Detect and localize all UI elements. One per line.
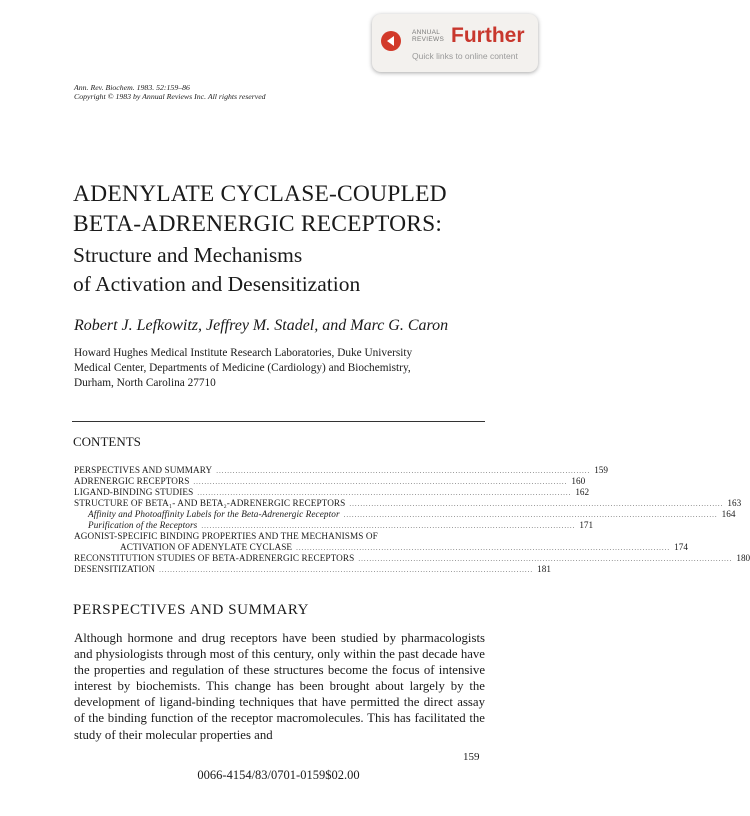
toc-label: PERSPECTIVES AND SUMMARY: [74, 465, 213, 475]
badge-publisher: ANNUAL REVIEWS: [412, 29, 445, 43]
article-title: [73, 180, 513, 239]
toc-label: STRUCTURE OF BETA₁- AND BETA₂-ADRENERGIC RECEPTORS: [74, 498, 346, 508]
affiliation-line-1: Howard Hughes Medical Institute Research Laboratories, Duke University: [74, 347, 413, 359]
toc-leader: ........................................................................................................................................: [197, 489, 572, 497]
toc-page: 160: [571, 476, 586, 486]
toc-leader: ........................................................................................................................................: [201, 522, 576, 530]
badge-subtitle: Quick links to online content: [412, 51, 518, 61]
page-number: 159: [463, 751, 480, 763]
toc-page: 171: [579, 520, 594, 530]
toc-leader: ........................................................................................................................................: [216, 467, 591, 475]
toc-leader: ........................................................................................................................................: [358, 555, 733, 563]
toc-page: 163: [727, 498, 742, 508]
article-subtitle: [73, 241, 513, 299]
toc-entry[interactable]: [74, 487, 590, 498]
title-line-2: BETA-ADRENERGIC RECEPTORS:: [73, 210, 443, 237]
subtitle-line-2: of Activation and Desensitization: [73, 272, 361, 296]
divider: [72, 421, 485, 422]
toc-entry[interactable]: [74, 553, 750, 564]
toc-entry[interactable]: [74, 531, 486, 542]
further-badge[interactable]: [372, 14, 538, 72]
toc-label: Purification of the Receptors: [88, 520, 198, 530]
toc-label: RECONSTITUTION STUDIES OF BETA-ADRENERGIC RECEPTORS: [74, 553, 355, 563]
copyright-notice: Copyright © 1983 by Annual Reviews Inc. All rights reserved: [74, 92, 266, 101]
toc-label: LIGAND-BINDING STUDIES: [74, 487, 194, 497]
affiliation-line-2: Medical Center, Departments of Medicine (Cardiology) and Biochemistry,: [74, 362, 411, 374]
toc-entry[interactable]: [74, 564, 551, 575]
body-paragraph: Although hormone and drug receptors have been studied by pharmacologists and physiologists through most of this century, only within the past decade have the properties and regulation of these structures become the focus of intensive interest by biochemists. This change has been brought about largely by the development of ligand-binding techniques that have permitted the direct assay of the binding function of the receptor macromolecules. This has facilitated the study of their molecular properties and: [74, 631, 485, 742]
toc-leader: ........................................................................................................................................: [343, 511, 718, 519]
toc-leader: ........................................................................................................................................: [193, 478, 568, 486]
affiliation: [74, 346, 494, 391]
toc-leader: ........................................................................................................................................: [296, 544, 671, 552]
toc-page: 159: [594, 465, 608, 475]
toc-leader: ........................................................................................................................................: [159, 566, 534, 574]
table-of-contents: [74, 465, 750, 575]
toc-entry[interactable]: [74, 465, 608, 476]
contents-heading: CONTENTS: [73, 434, 141, 449]
toc-entry-continuation[interactable]: [74, 542, 688, 553]
toc-label: Affinity and Photoaffinity Labels for the Beta-Adrenergic Receptor: [88, 509, 340, 519]
toc-page: 162: [575, 487, 590, 497]
toc-label: ADRENERGIC RECEPTORS: [74, 476, 190, 486]
toc-entry[interactable]: [74, 476, 586, 487]
toc-page: 181: [537, 564, 551, 574]
toc-page: 174: [674, 542, 688, 552]
subtitle-line-1: Structure and Mechanisms: [73, 243, 303, 267]
footer-code: 0066-4154/83/0701-0159$02.00: [197, 768, 360, 782]
section-heading: PERSPECTIVES AND SUMMARY: [73, 602, 310, 618]
toc-entry[interactable]: [74, 498, 742, 509]
toc-page: 164: [721, 509, 736, 519]
toc-label: ACTIVATION OF ADENYLATE CYCLASE: [120, 542, 293, 552]
badge-title: Further: [451, 24, 525, 47]
toc-page: 180: [736, 553, 750, 563]
toc-subentry[interactable]: [74, 509, 736, 520]
affiliation-line-3: Durham, North Carolina 27710: [74, 377, 216, 389]
toc-leader: ........................................................................................................................................: [349, 500, 724, 508]
arrow-icon: [381, 31, 401, 51]
toc-subentry[interactable]: [74, 520, 594, 531]
toc-label: AGONIST-SPECIFIC BINDING PROPERTIES AND THE MECHANISMS OF: [74, 531, 378, 541]
toc-label: DESENSITIZATION: [74, 564, 156, 574]
authors: Robert J. Lefkowitz, Jeffrey M. Stadel, and Marc G. Caron: [74, 317, 449, 334]
journal-citation: Ann. Rev. Biochem. 1983. 52:159–86: [74, 83, 190, 92]
title-line-1: ADENYLATE CYCLASE-COUPLED: [73, 181, 447, 207]
